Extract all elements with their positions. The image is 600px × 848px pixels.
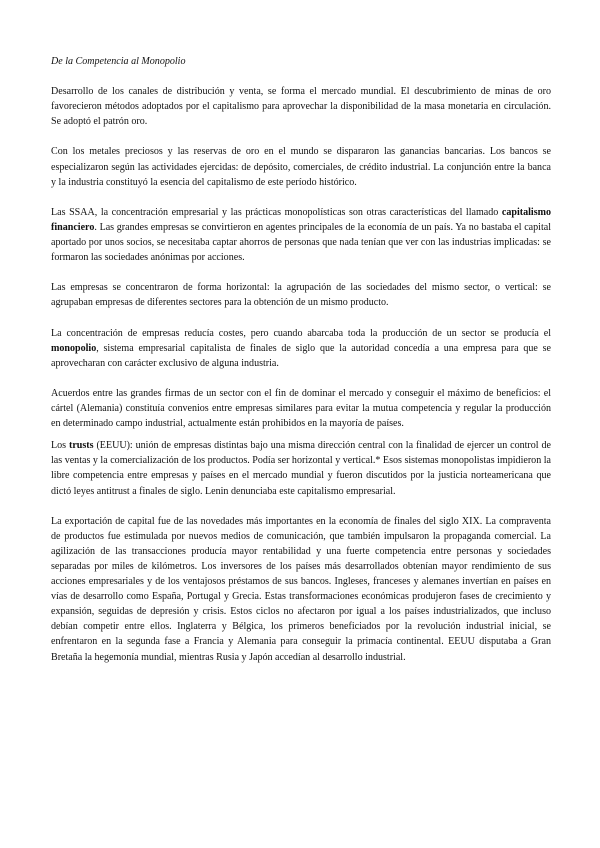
paragraph-bancos: Con los metales preciosos y las reservas de oro en el mundo se dispararon las ganancias bancarias. Los bancos se especializaron según las actividades ejercidas: de depósito, comerciales, de crédito industrial. La conjunción entre la banca y la industria constituyó la esencia del capitalismo de este período histórico. xyxy=(51,146,551,188)
paragraph-text: La concentración de empresas reducía costes, pero cuando abarcaba toda la producción de un sector se producía el xyxy=(51,327,551,339)
paragraph-monopolio xyxy=(51,326,551,371)
paragraph-text: . Las grandes empresas se convirtieron en agentes principales de la economía de un país. Ya no bastaba el capital aportado por unos socios, se necesitaba captar ahorros de personas que nada tenían que ver con las industrias implicadas: se formaron las sociedades anónimas por acciones. xyxy=(51,221,551,264)
paragraph-text: Los xyxy=(51,440,69,452)
paragraph-mercado-mundial: Desarrollo de los canales de distribución y venta, se forma el mercado mundial. El descubrimiento de minas de oro favorecieron métodos adoptados por el capitalismo para aprovechar la disponibilidad de la masa monetaria en circulación. Se adoptó el patrón oro. xyxy=(51,86,551,128)
paragraph-trusts xyxy=(51,438,551,498)
paragraph-exportacion-capital: La exportación de capital fue de las novedades más importantes en la economía de finales del siglo XIX. La compraventa de productos fue estimulada por nuevos medios de comunicación, que también impulsaron la propaganda comercial. La agilización de las transacciones producía mayor rentabilidad y una fuerte competencia entre personas y sociedades separadas por miles de kilómetros. Los inversores de los países más desarrollados obtenían mayor rendimiento de sus acciones empresariales y de los ventajosos préstamos de sus bancos. Ingleses, franceses y alemanes invertían en países en vías de desarrollo como España, Portugal y Grecia. Estas transformaciones económicas produjeron fases de crecimiento y expansión, seguidas de depresión y crisis. Estos ciclos no afectaron por igual a los países industrializados, que incluso debían competir entre ellos. Inglaterra y Bélgica, los primeros beneficiados por la revolución industrial inicial, se enfrentaron en la segunda fase a Francia y Alemania para conseguir la primacía continental. EEUU disputaba a Gran Bretaña la hegemonía mundial, mientras Rusia y Japón accedían al desarrollo industrial. xyxy=(51,515,551,663)
paragraph-capitalismo-financiero xyxy=(51,205,551,265)
paragraph-cartel: Acuerdos entre las grandes firmas de un sector con el fin de dominar el mercado y conseguir el máximo de beneficios: el cártel (Alemania) constituía convenios entre empresas similares para evitar la mutua competencia y regular la producción en determinado campo industrial, actualmente están prohibidos en la mayoría de países. xyxy=(51,387,551,430)
paragraph-concentracion: Las empresas se concentraron de forma horizontal: la agrupación de las sociedades del mismo sector, o vertical: se agrupaban empresas de diferentes sectores para la obtención de un mismo producto. xyxy=(51,282,551,309)
paragraph-text: Las SSAA, la concentración empresarial y las prácticas monopolísticas son otras características del llamado xyxy=(51,206,502,218)
bold-term-capitalismo-financiero: capitalismo financiero xyxy=(51,206,551,233)
paragraph-text: (EEUU): unión de empresas distintas bajo una misma dirección central con la finalidad de ejercer un control de las ventas y la comercialización de los productos. Podía ser horizontal y vertical.* Esos sistemas monopolistas impidieron la libre competencia entre empresas y países en el mercado mundial y fueron discutidos por la justicia norteamericana que dictó leyes antitrust a finales de siglo. Lenin denunciaba este capitalismo empresarial. xyxy=(51,440,551,497)
bold-term-trusts: trusts xyxy=(68,440,94,452)
paragraph-text: , sistema empresarial capitalista de finales de siglo que la autoridad concedía a una empresa para que se aprovecharan con carácter exclusivo de alguna industria. xyxy=(51,342,551,369)
document-title: De la Competencia al Monopolio xyxy=(51,56,186,67)
bold-term-monopolio: monopolio xyxy=(51,342,97,354)
